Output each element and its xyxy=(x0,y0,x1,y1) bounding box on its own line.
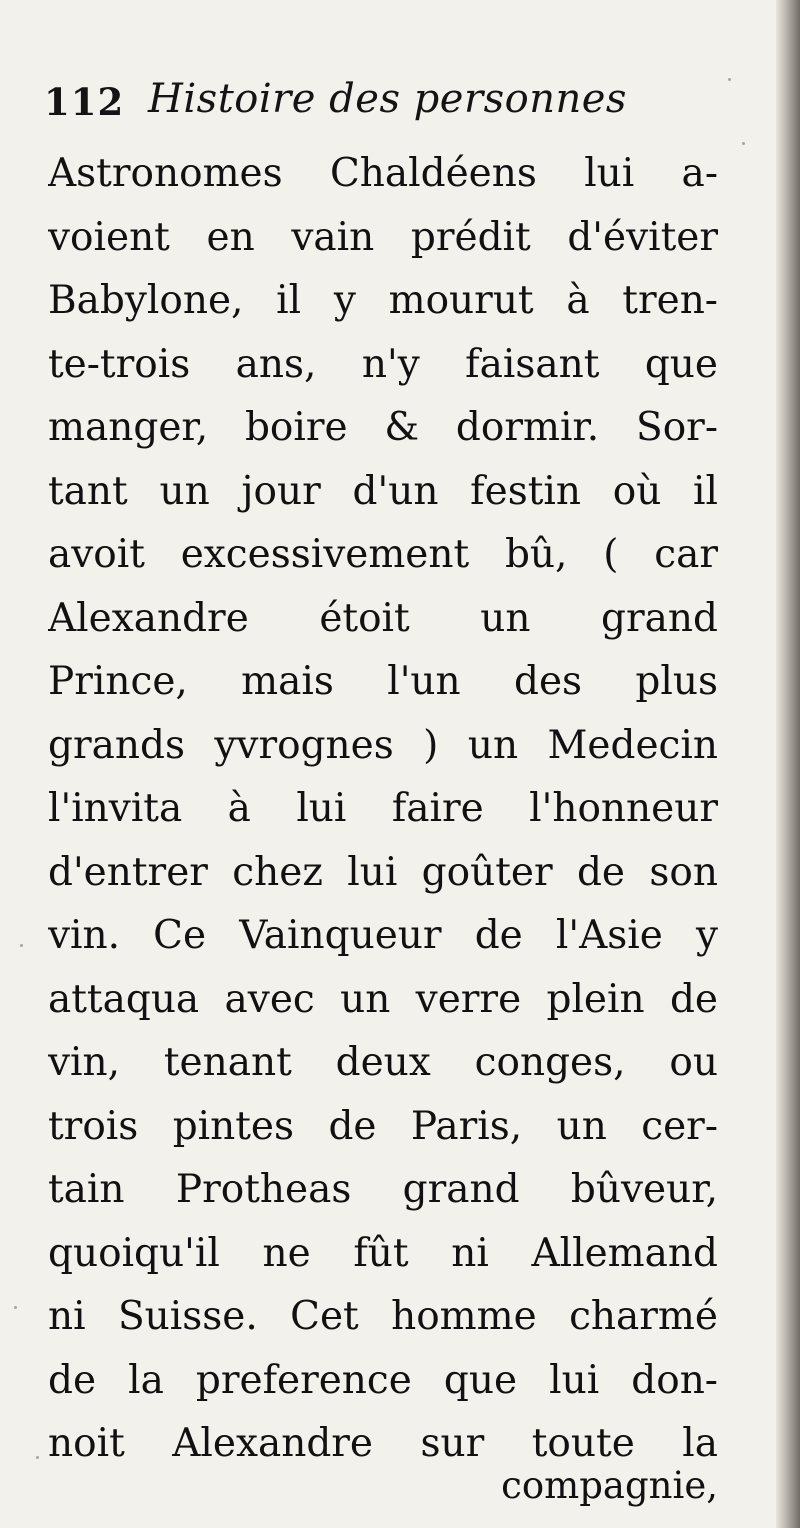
page-number: 112 xyxy=(44,80,125,124)
text-line: trois pintes de Paris, un cer- xyxy=(48,1103,718,1149)
text-line: grands yvrognes ) un Medecin xyxy=(48,722,718,768)
text-line: quoiqu'il ne fût ni Allemand xyxy=(48,1230,718,1276)
print-speckle xyxy=(20,944,23,947)
text-line: de la preference que lui don- xyxy=(48,1357,718,1403)
body-text xyxy=(48,142,718,1476)
text-line: Astronomes Chaldéens lui a- xyxy=(48,151,718,196)
text-line: attaqua avec un verre plein de xyxy=(48,976,718,1022)
text-line: Prince, mais l'un des plus xyxy=(48,659,718,704)
text-line: Babylone, il y mourut à tren- xyxy=(48,278,718,323)
running-title: Histoire des personnes xyxy=(148,76,627,122)
print-speckle xyxy=(742,142,745,145)
print-speckle xyxy=(14,1306,17,1309)
text-line: tant un jour d'un festin où il xyxy=(48,468,718,514)
running-head xyxy=(44,76,744,130)
text-line: manger, boire & dormir. Sor- xyxy=(48,405,718,450)
print-speckle xyxy=(36,1456,39,1459)
text-line: ni Suisse. Cet homme charmé xyxy=(48,1294,718,1339)
page-edge-shadow xyxy=(776,0,800,1528)
catchword: compagnie, xyxy=(501,1464,718,1507)
text-line: tain Protheas grand bûveur, xyxy=(48,1167,718,1212)
text-line: te-trois ans, n'y faisant que xyxy=(48,341,718,387)
text-line: l'invita à lui faire l'honneur xyxy=(48,786,718,831)
text-line: voient en vain prédit d'éviter xyxy=(48,214,718,260)
text-line: noit Alexandre sur toute la xyxy=(48,1421,718,1466)
text-line: vin, tenant deux conges, ou xyxy=(48,1040,718,1085)
text-line: avoit excessivement bû, ( car xyxy=(48,532,718,577)
text-line: Alexandre étoit un grand xyxy=(48,595,718,641)
text-line: vin. Ce Vainqueur de l'Asie y xyxy=(48,913,718,958)
text-line: d'entrer chez lui goûter de son xyxy=(48,849,718,895)
